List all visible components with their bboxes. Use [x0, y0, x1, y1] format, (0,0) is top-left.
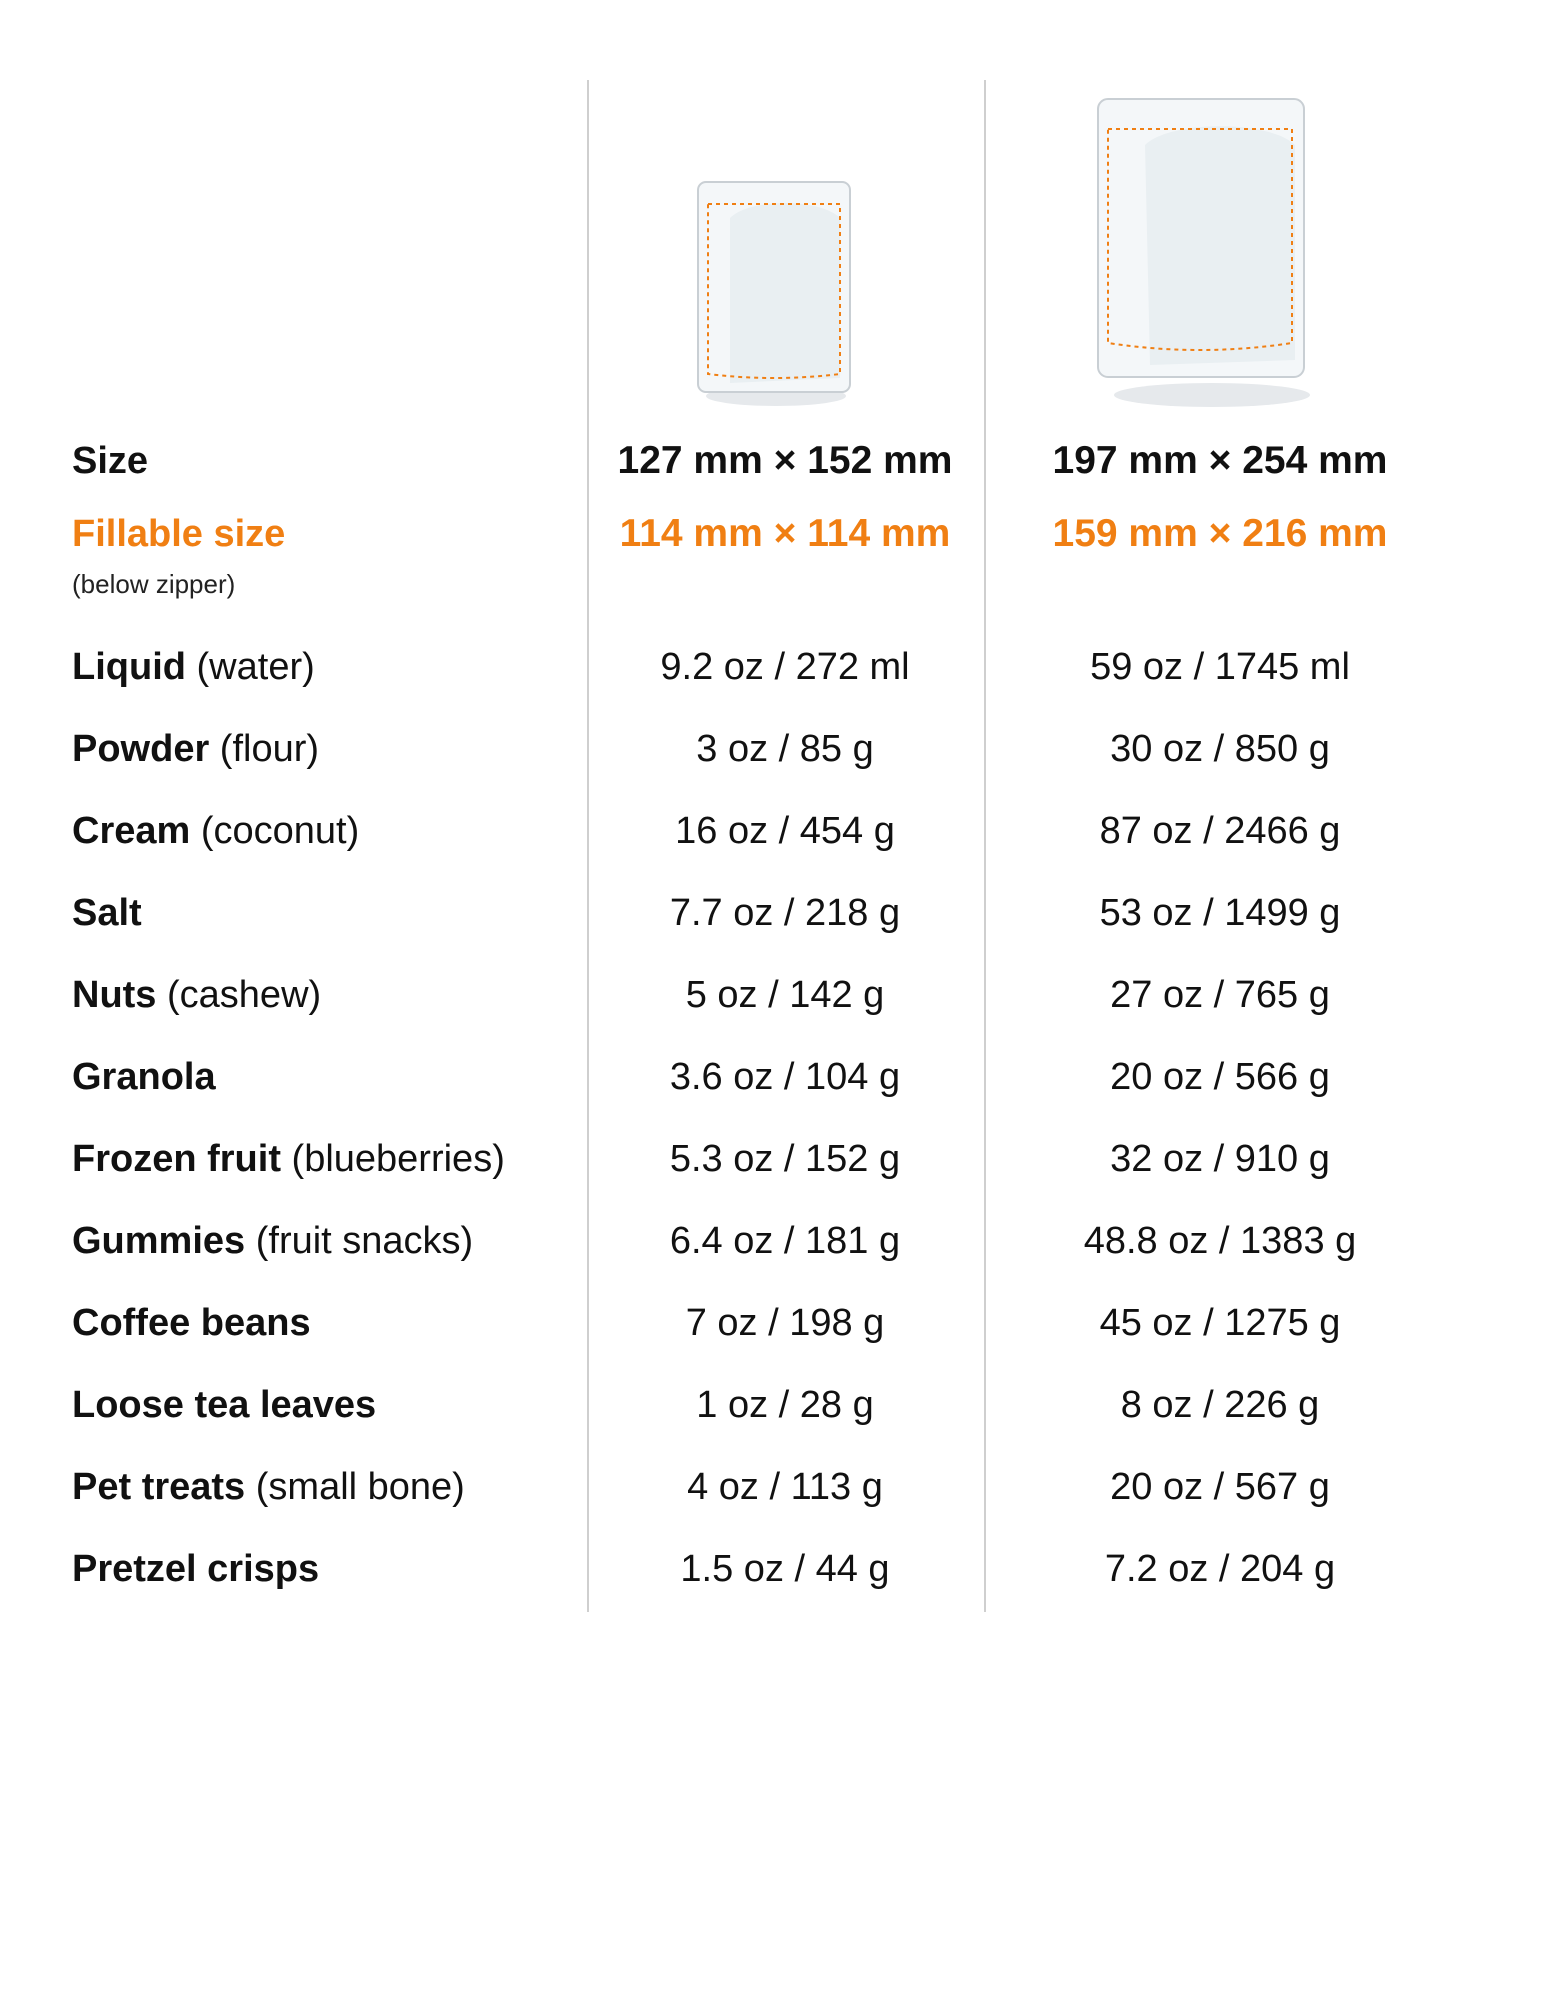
- small-pouch-size: 127 mm × 152 mm: [617, 439, 953, 482]
- large-pouch-illustration: [1090, 95, 1320, 413]
- large-capacity-cell: 20 oz / 567 g: [1110, 1466, 1330, 1508]
- row-label: Nuts (cashew): [72, 974, 322, 1016]
- small-capacity-cell: 5 oz / 142 g: [685, 974, 885, 1016]
- row-label: Salt: [72, 892, 142, 934]
- large-capacity-cell: 8 oz / 226 g: [1120, 1384, 1320, 1426]
- large-capacity-cell: 59 oz / 1745 ml: [1090, 646, 1350, 688]
- small-capacity-cell: 5.3 oz / 152 g: [669, 1138, 901, 1180]
- small-pouch-illustration: [690, 178, 860, 414]
- large-capacity-cell: 27 oz / 765 g: [1110, 974, 1330, 1016]
- small-capacity-cell: 9.2 oz / 272 ml: [660, 646, 910, 688]
- row-label: Powder (flour): [72, 728, 320, 770]
- row-label: Pet treats (small bone): [72, 1466, 465, 1508]
- large-capacity-cell: 32 oz / 910 g: [1110, 1138, 1330, 1180]
- row-label: Pretzel crisps: [72, 1548, 320, 1590]
- small-capacity-cell: 3 oz / 85 g: [696, 728, 874, 770]
- large-capacity-cell: 45 oz / 1275 g: [1099, 1302, 1341, 1344]
- size-label: Size: [72, 440, 149, 482]
- column-divider-right: [984, 80, 986, 1612]
- row-label: Cream (coconut): [72, 810, 360, 852]
- large-capacity-cell: 20 oz / 566 g: [1110, 1056, 1330, 1098]
- large-pouch-fillable-size: 159 mm × 216 mm: [1052, 512, 1388, 555]
- row-label: Loose tea leaves: [72, 1384, 377, 1426]
- row-label: Coffee beans: [72, 1302, 311, 1344]
- large-capacity-cell: 53 oz / 1499 g: [1099, 892, 1341, 934]
- large-capacity-cell: 7.2 oz / 204 g: [1104, 1548, 1336, 1590]
- small-capacity-cell: 1 oz / 28 g: [696, 1384, 874, 1426]
- large-capacity-cell: 87 oz / 2466 g: [1099, 810, 1341, 852]
- large-capacity-cell: 48.8 oz / 1383 g: [1083, 1220, 1357, 1262]
- small-capacity-cell: 6.4 oz / 181 g: [669, 1220, 901, 1262]
- large-pouch-size: 197 mm × 254 mm: [1052, 439, 1388, 482]
- small-capacity-cell: 16 oz / 454 g: [675, 810, 895, 852]
- small-capacity-cell: 7 oz / 198 g: [685, 1302, 885, 1344]
- fillable-size-label: Fillable size: [72, 513, 286, 555]
- column-divider-left: [587, 80, 589, 1612]
- row-label: Frozen fruit (blueberries): [72, 1138, 505, 1180]
- small-capacity-cell: 1.5 oz / 44 g: [680, 1548, 890, 1590]
- small-capacity-cell: 7.7 oz / 218 g: [669, 892, 901, 934]
- small-capacity-cell: 3.6 oz / 104 g: [669, 1056, 901, 1098]
- row-label: Granola: [72, 1056, 216, 1098]
- large-capacity-cell: 30 oz / 850 g: [1110, 728, 1330, 770]
- small-capacity-cell: 4 oz / 113 g: [687, 1466, 883, 1508]
- fillable-size-note: (below zipper): [72, 569, 236, 599]
- row-label: Gummies (fruit snacks): [72, 1220, 474, 1262]
- small-pouch-fillable-size: 114 mm × 114 mm: [619, 512, 951, 555]
- row-label: Liquid (water): [72, 646, 315, 688]
